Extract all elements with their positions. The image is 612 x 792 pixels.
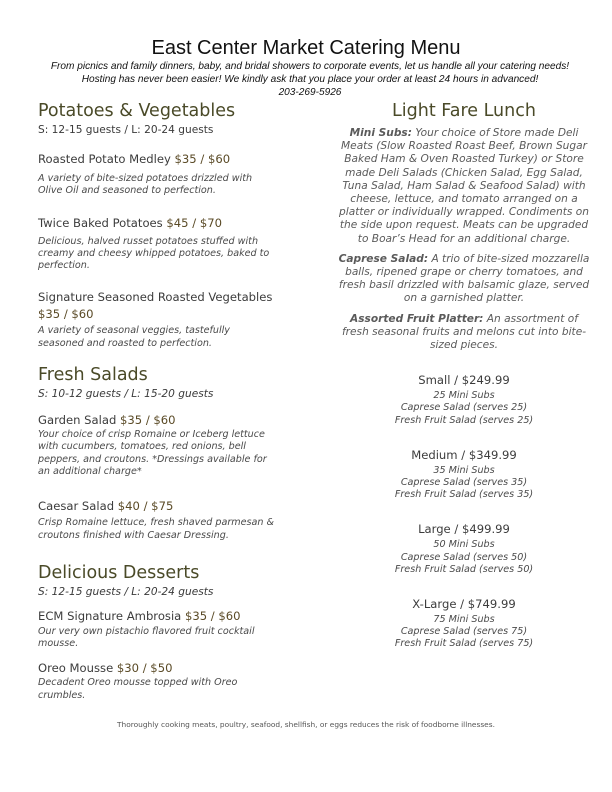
item-name: Twice Baked Potatoes xyxy=(38,215,163,230)
description-label: Caprese Salad: xyxy=(338,252,429,265)
description-label: Assorted Fruit Platter: xyxy=(350,312,484,325)
item-price: $35 / $60 xyxy=(184,608,241,623)
section-title: Fresh Salads xyxy=(38,365,148,386)
package-medium: Medium / $349.99 35 Mini Subs Caprese Salad (serves 35) Fresh Fruit Salad (serves 35) xyxy=(336,447,592,502)
fruit-platter-description xyxy=(336,313,592,353)
item-price: $35 / $60 xyxy=(174,152,231,166)
package-size: Small xyxy=(418,373,451,388)
item-description: Crisp Romaine lettuce, fresh shaved parmesan & croutons finished with Caesar Dressing. xyxy=(38,517,275,541)
item-price: $35 / $60 xyxy=(120,413,176,428)
item-description: Delicious, halved russet potatoes stuffed with creamy and cheesy whipped potatoes, baked to perfection. xyxy=(38,235,270,272)
menu-item xyxy=(38,151,278,198)
description-text: An assortment of fresh seasonal fruits and melons cut into bite- sized pieces. xyxy=(341,312,587,352)
package-size: Large xyxy=(418,522,451,537)
section-sizes: S: 12-15 guests / L: 20-24 guests xyxy=(38,124,214,136)
item-price: $45 / $70 xyxy=(166,215,222,230)
left-column xyxy=(38,100,278,702)
item-name: Roasted Potato Medley xyxy=(38,152,171,166)
item-description: Decadent Oreo mousse topped with Oreo crumbles. xyxy=(38,677,238,701)
item-price: $35 / $60 xyxy=(38,307,94,322)
package-line: Fresh Fruit Salad (serves 50) xyxy=(394,563,534,575)
caprese-description xyxy=(336,253,592,306)
package-price: $749.99 xyxy=(467,597,516,612)
menu-item xyxy=(38,608,278,651)
item-name: Caesar Salad xyxy=(38,499,115,514)
menu-item xyxy=(38,498,278,542)
section-potatoes xyxy=(38,100,278,350)
description-text: Your choice of Store made Deli Meats (Slow Roasted Roast Beef, Brown Sugar Baked Ham & Oven Roasted Turkey) or Store made Deli Salads (Chicken Salad, Egg Salad, Tuna Salad, Ham Salad & Seafood Salad) with cheese, lettuce, and tomato arranged on a platter or individually wrapped. Condiments on the side upon request. Meats can be upgraded to Boar’s Head for an additional charge. xyxy=(339,127,589,245)
item-price: $30 / $50 xyxy=(116,661,173,676)
item-description: A variety of bite-sized potatoes drizzled with Olive Oil and seasoned to perfection. xyxy=(38,173,253,197)
package-line: Caprese Salad (serves 35) xyxy=(400,477,528,489)
section-salads xyxy=(38,364,278,542)
item-price: $40 / $75 xyxy=(117,499,174,514)
package-line: Caprese Salad (serves 25) xyxy=(400,402,528,414)
menu-item xyxy=(38,289,278,350)
item-description: Your choice of crisp Romaine or Iceberg lettuce with cucumbers, tomatoes, red onions, bell peppers, and croutons. *Dressings available for an additional charge* xyxy=(38,429,267,477)
package-price: $249.99 xyxy=(461,373,510,388)
item-name: Garden Salad xyxy=(38,413,117,428)
package-line: Fresh Fruit Salad (serves 35) xyxy=(394,489,534,501)
package-price: $499.99 xyxy=(461,522,510,537)
item-name: Signature Seasoned Roasted Vegetables xyxy=(38,290,273,305)
section-title: Potatoes & Vegetables xyxy=(38,101,236,121)
package-x-large: X-Large / $749.99 75 Mini Subs Caprese Salad (serves 75) Fresh Fruit Salad (serves 75) xyxy=(336,596,592,651)
intro-text xyxy=(36,60,584,99)
package-line: 35 Mini Subs xyxy=(433,464,495,476)
phone-number: 203-269-5926 xyxy=(278,87,342,98)
item-description: Our very own pistachio flavored fruit cocktail mousse. xyxy=(38,625,255,650)
package-line: 25 Mini Subs xyxy=(433,390,495,402)
package-large: Large / $499.99 50 Mini Subs Caprese Salad (serves 50) Fresh Fruit Salad (serves 50) xyxy=(336,521,592,576)
description-label: Mini Subs: xyxy=(349,127,412,139)
package-price: $349.99 xyxy=(468,447,517,462)
package-small: Small / $249.99 25 Mini Subs Caprese Salad (serves 25) Fresh Fruit Salad (serves 25) xyxy=(336,372,592,427)
package-line: 50 Mini Subs xyxy=(433,539,495,551)
section-sizes: S: 10-12 guests / L: 15-20 guests xyxy=(38,388,214,401)
item-name: Oreo Mousse xyxy=(38,661,114,676)
package-line: Caprese Salad (serves 75) xyxy=(400,626,528,638)
section-title: Light Fare Lunch xyxy=(392,101,536,121)
menu-item xyxy=(38,215,278,273)
menu-item xyxy=(38,412,278,478)
package-line: 75 Mini Subs xyxy=(433,614,495,626)
package-line: Fresh Fruit Salad (serves 75) xyxy=(394,638,534,650)
item-description: A variety of seasonal veggies, tastefully seasoned and roasted to perfection. xyxy=(38,325,230,349)
intro-paragraph: From picnics and family dinners, baby, and bridal showers to corporate events, let us handle all your catering needs! Hosting has never been easier! We kindly ask that you place your order at least 24 hours in advanced! xyxy=(50,61,570,85)
mini-subs-description xyxy=(336,127,592,246)
description-text: A trio of bite-sized mozzarella balls, ripened grape or cherry tomatoes, and fresh basil drizzled with balsamic glaze, served on a garnished platter. xyxy=(338,252,590,305)
package-line: Caprese Salad (serves 50) xyxy=(400,551,528,563)
food-safety-footer: Thoroughly cooking meats, poultry, seafood, shellfish, or eggs reduces the risk of foodborne illnesses. xyxy=(117,720,495,729)
package-size: Medium xyxy=(411,447,458,462)
package-line: Fresh Fruit Salad (serves 25) xyxy=(394,414,534,426)
menu-item xyxy=(38,660,278,702)
section-desserts xyxy=(38,562,278,702)
package-size: X-Large xyxy=(412,597,457,612)
page-title: East Center Market Catering Menu xyxy=(151,37,461,59)
item-name: ECM Signature Ambrosia xyxy=(38,608,182,623)
section-title: Delicious Desserts xyxy=(38,562,200,583)
right-column xyxy=(336,100,592,651)
section-sizes: S: 12-15 guests / L: 20-24 guests xyxy=(38,585,214,598)
